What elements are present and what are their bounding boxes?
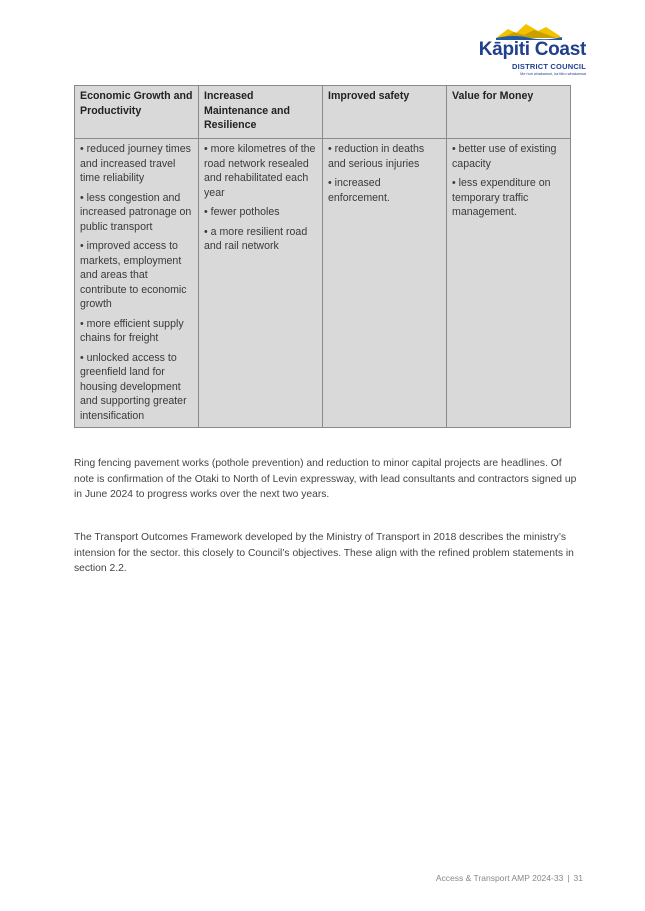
logo-name: Kāpiti Coast <box>478 39 586 60</box>
page-number: 31 <box>573 873 583 883</box>
header-improved-safety: Improved safety <box>323 86 447 139</box>
paragraph-headlines: Ring fencing pavement works (pothole prevention) and reduction to minor capital projects are headlines. Of note is confirmation of the Otaki to North of Levin expressway, with lead consultants and contractors signed up in June 2024 to progress works over the next two years. <box>74 458 577 500</box>
list-item: • a more resilient road and rail network <box>204 225 308 252</box>
cell-value-for-money <box>447 139 571 428</box>
table-row <box>75 139 571 428</box>
header-value-for-money: Value for Money <box>447 86 571 139</box>
list-item: • unlocked access to greenfield land for housing development and supporting greater intensification <box>80 351 187 422</box>
transport-outcomes-table <box>74 85 571 428</box>
list-item: • more kilometres of the road network resealed and rehabilitated each year <box>204 143 316 199</box>
list-item: • less expenditure on temporary traffic management. <box>452 177 551 218</box>
list-item: • reduced journey times and increased travel time reliability <box>80 143 191 184</box>
list-item: • improved access to markets, employment and areas that contribute to economic growth <box>80 240 187 310</box>
footer-separator: | <box>567 873 570 883</box>
paragraph-framework: The Transport Outcomes Framework developed by the Ministry of Transport in 2018 describes the ministry’s intension for the sector. this closely to Council’s objectives. These align with the refined problem statements in section 2.2. <box>74 532 574 574</box>
list-item: • less congestion and increased patronage on public transport <box>80 191 192 233</box>
page-footer <box>436 873 583 883</box>
footer-doc-title: Access & Transport AMP 2024-33 <box>435 873 564 883</box>
cell-improved-safety <box>323 139 447 428</box>
hills-logo-icon <box>494 22 564 40</box>
list-item: • increased enforcement. <box>328 177 390 204</box>
list-item: • reduction in deaths and serious injuries <box>328 143 425 170</box>
header-maintenance-resilience: Increased Maintenance and Resilience <box>199 86 323 139</box>
header-economic-growth: Economic Growth and Productivity <box>75 86 199 139</box>
cell-maintenance-resilience <box>199 139 323 428</box>
list-item: • more efficient supply chains for freight <box>80 317 184 344</box>
table-header-row <box>75 86 571 139</box>
logo-subtitle: DISTRICT COUNCIL <box>511 62 586 71</box>
list-item: • fewer potholes <box>204 206 280 218</box>
council-logo <box>470 22 590 77</box>
cell-economic-growth <box>75 139 199 428</box>
list-item: • better use of existing capacity <box>452 143 557 170</box>
logo-tagline: Me huri whakamuri, ka titiro whakamua <box>520 72 586 76</box>
